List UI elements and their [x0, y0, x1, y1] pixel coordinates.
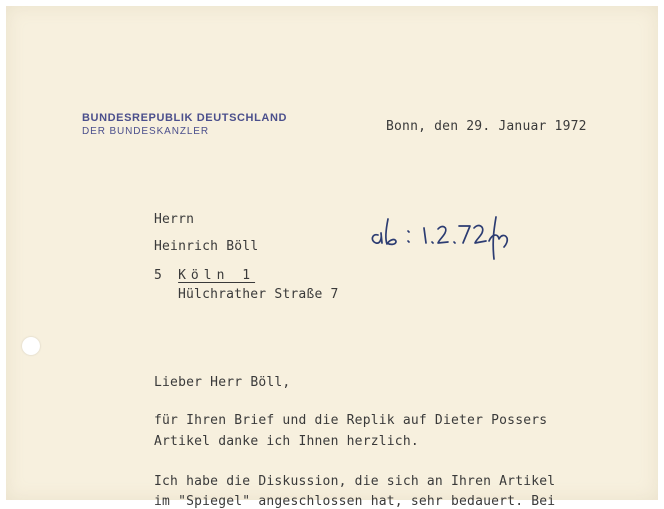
body-line-4: im "Spiegel" angeschlossen hat, sehr bedauert. Bei	[154, 494, 556, 509]
body-line-1: für Ihren Brief und die Replik auf Dieter Possers	[154, 413, 548, 428]
greeting: Lieber Herr Böll,	[154, 375, 291, 390]
recipient-name: Heinrich Böll	[154, 239, 259, 254]
city-name: Köln 1	[178, 268, 256, 283]
recipient-street: Hülchrather Straße 7	[178, 287, 339, 302]
punch-hole	[22, 337, 40, 355]
recipient-salutation-title: Herrn	[154, 212, 195, 227]
letterhead	[82, 112, 287, 138]
recipient-city-line	[154, 268, 255, 283]
body-line-3: Ich habe die Diskussion, die sich an Ihren Artikel	[154, 474, 556, 489]
body-line-2: Artikel danke ich Ihnen herzlich.	[154, 434, 419, 449]
date-line: Bonn, den 29. Januar 1972	[386, 119, 587, 134]
letterhead-line-2: DER BUNDESKANZLER	[82, 126, 209, 137]
letter-sheet	[6, 6, 658, 509]
postal-code: 5	[154, 268, 163, 283]
letterhead-line-1: BUNDESREPUBLIK DEUTSCHLAND	[82, 112, 288, 124]
handwritten-note	[368, 211, 518, 267]
